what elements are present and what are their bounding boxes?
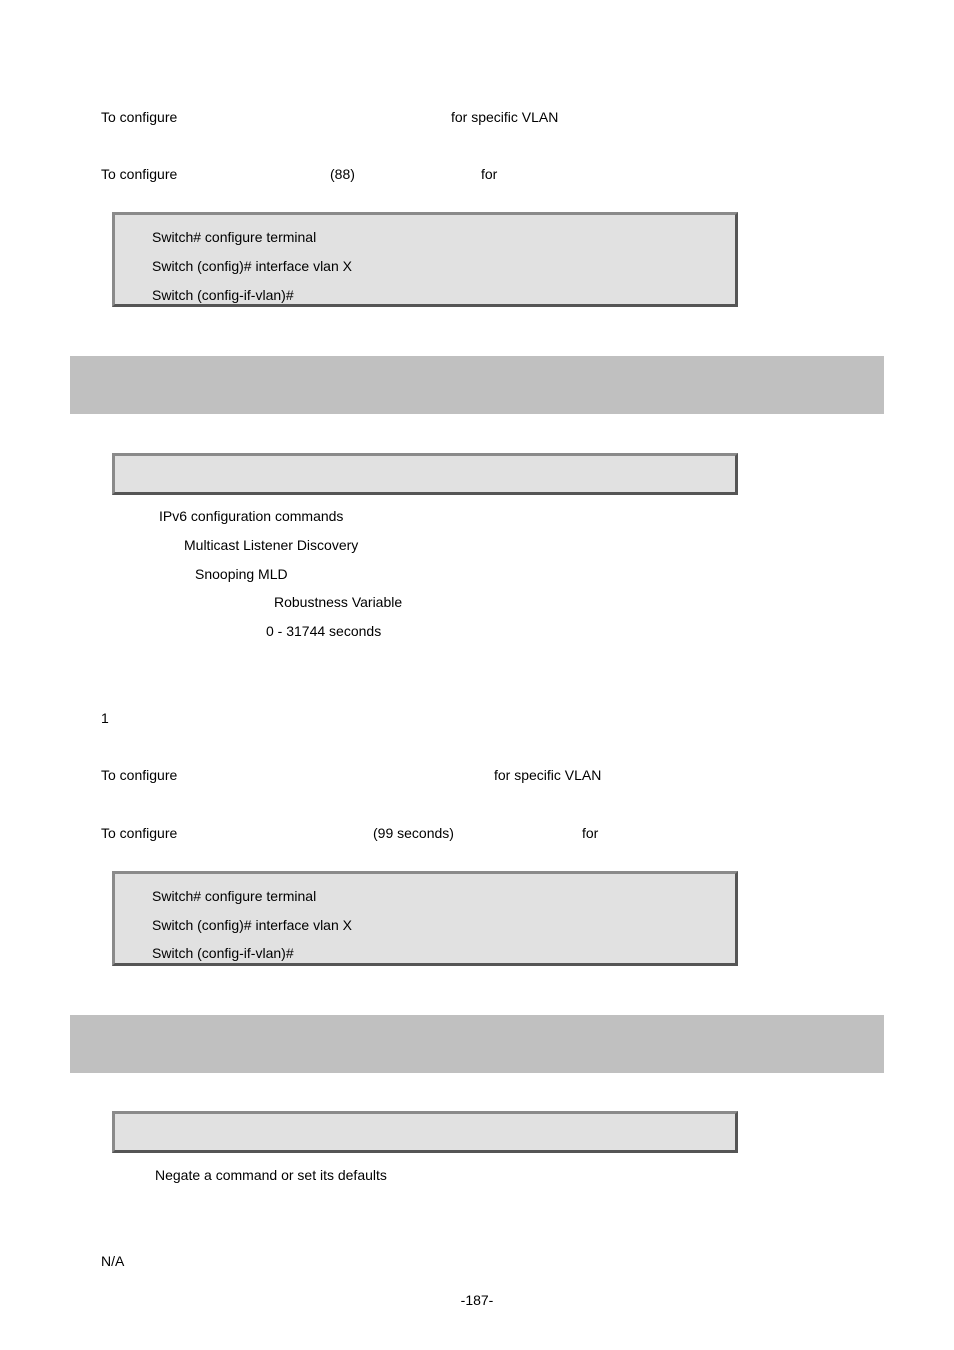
example-intro-for: for — [582, 825, 599, 841]
example-intro-value: (88) — [330, 166, 355, 182]
page-number: -187- — [460, 1292, 494, 1308]
example-intro-lead: To configure — [101, 166, 178, 182]
command-line: Switch (config)# interface vlan X — [152, 258, 352, 274]
example-command-box — [112, 212, 738, 307]
usage-text-lead: To configure — [101, 109, 178, 125]
command-line: Switch# configure terminal — [152, 229, 317, 245]
command-line: Switch# configure terminal — [152, 888, 317, 904]
param-description: Robustness Variable — [274, 594, 403, 610]
param-description: IPv6 configuration commands — [159, 508, 344, 524]
command-line: Switch (config-if-vlan)# — [152, 287, 294, 303]
example-intro-lead: To configure — [101, 825, 178, 841]
param-description: Snooping MLD — [195, 566, 288, 582]
default-value: N/A — [101, 1253, 125, 1269]
default-value: 1 — [101, 710, 109, 726]
command-line: Switch (config-if-vlan)# — [152, 945, 294, 961]
command-line: Switch (config)# interface vlan X — [152, 917, 352, 933]
usage-text-tail: for specific VLAN — [451, 109, 559, 125]
command-syntax-box — [112, 1111, 738, 1153]
section-heading-bar — [70, 356, 884, 414]
example-command-box — [112, 871, 738, 966]
command-syntax-box — [112, 453, 738, 495]
example-intro-for: for — [481, 166, 498, 182]
section-heading-bar — [70, 1015, 884, 1073]
param-description: 0 - 31744 seconds — [266, 623, 382, 639]
usage-text-tail: for specific VLAN — [494, 767, 602, 783]
example-intro-value: (99 seconds) — [373, 825, 454, 841]
param-description: Negate a command or set its defaults — [155, 1167, 387, 1183]
param-description: Multicast Listener Discovery — [184, 537, 359, 553]
usage-text-lead: To configure — [101, 767, 178, 783]
